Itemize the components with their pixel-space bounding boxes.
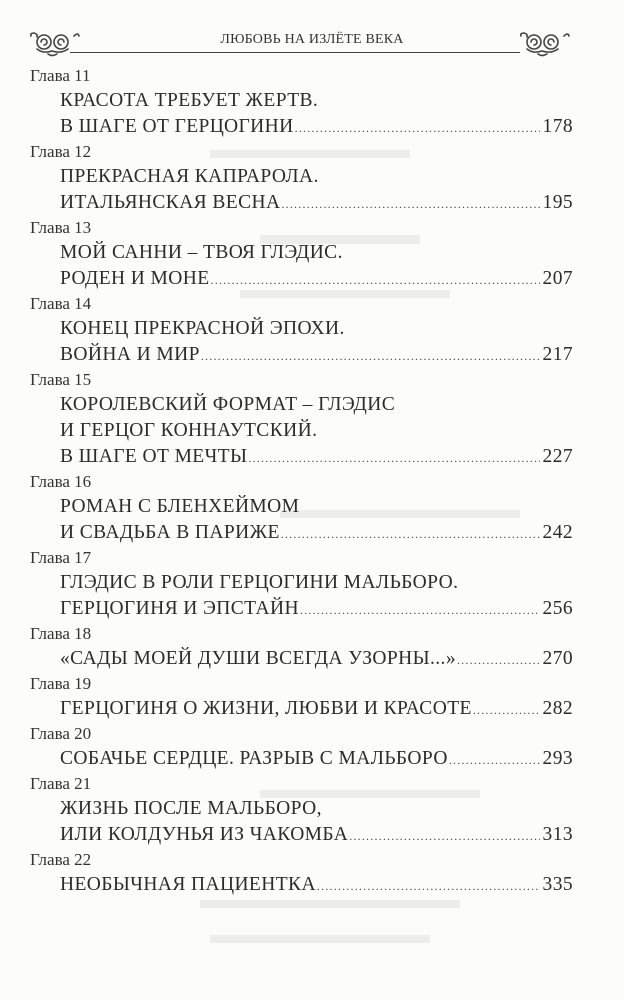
chapter-title-text: РОДЕН И МОНЕ: [60, 268, 210, 289]
table-of-contents: [0, 64, 624, 898]
toc-entry-chapter-19[interactable]: [0, 672, 624, 722]
toc-entry-chapter-12[interactable]: [0, 140, 624, 216]
chapter-title-line: [0, 444, 624, 470]
chapter-title-line: И ГЕРЦОГ КОННАУТСКИЙ.: [60, 420, 318, 441]
toc-entry-chapter-14[interactable]: [0, 292, 624, 368]
dot-leader: [295, 115, 540, 141]
toc-entry-chapter-17[interactable]: [0, 546, 624, 622]
chapter-title-line: [0, 596, 624, 622]
chapter-title-line: КОРОЛЕВСКИЙ ФОРМАТ – ГЛЭДИС: [60, 394, 396, 415]
chapter-title-text: ИТАЛЬЯНСКАЯ ВЕСНА: [60, 192, 281, 213]
dot-leader: [457, 647, 540, 673]
chapter-label: Глава 18: [30, 624, 92, 643]
chapter-label: Глава 16: [30, 472, 92, 491]
chapter-label: Глава 14: [30, 294, 92, 313]
chapter-title-text: В ШАГЕ ОТ ГЕРЦОГИНИ: [60, 116, 294, 137]
dot-leader: [281, 521, 540, 547]
chapter-label: Глава 20: [30, 724, 92, 743]
page-number: 313: [542, 824, 573, 845]
dot-leader: [317, 873, 540, 899]
page-number: 282: [542, 698, 573, 719]
chapter-title-text: ГЕРЦОГИНЯ О ЖИЗНИ, ЛЮБВИ И КРАСОТЕ: [60, 698, 472, 719]
toc-entry-chapter-18[interactable]: [0, 622, 624, 672]
chapter-title-line: [0, 190, 624, 216]
dot-leader: [300, 597, 540, 623]
dot-leader: [248, 445, 539, 471]
chapter-title-text: ИЛИ КОЛДУНЬЯ ИЗ ЧАКОМБА: [60, 824, 349, 845]
running-header: [0, 0, 624, 60]
toc-entry-chapter-22[interactable]: [0, 848, 624, 898]
toc-entry-chapter-13[interactable]: [0, 216, 624, 292]
chapter-title-line: РОМАН С БЛЕНХЕЙМОМ: [60, 496, 300, 517]
dot-leader: [201, 343, 540, 369]
toc-entry-chapter-15[interactable]: [0, 368, 624, 470]
chapter-title-text: И СВАДЬБА В ПАРИЖЕ: [60, 522, 280, 543]
chapter-title-line: [0, 872, 624, 898]
page-number: 195: [542, 192, 573, 213]
chapter-title-line: [0, 114, 624, 140]
chapter-label: Глава 15: [30, 370, 92, 389]
toc-entry-chapter-11[interactable]: [0, 64, 624, 140]
chapter-title-line: МОЙ САННИ – ТВОЯ ГЛЭДИС.: [60, 242, 343, 263]
chapter-title-text: СОБАЧЬЕ СЕРДЦЕ. РАЗРЫВ С МАЛЬБОРО: [60, 748, 448, 769]
chapter-title-text: В ШАГЕ ОТ МЕЧТЫ: [60, 446, 248, 467]
chapter-label: Глава 12: [30, 142, 92, 161]
page-number: 293: [542, 748, 573, 769]
chapter-title-line: [0, 746, 624, 772]
chapter-title-line: [0, 646, 624, 672]
dot-leader: [473, 697, 540, 723]
page-number: 242: [542, 522, 573, 543]
chapter-title-line: КОНЕЦ ПРЕКРАСНОЙ ЭПОХИ.: [60, 318, 345, 339]
toc-entry-chapter-20[interactable]: [0, 722, 624, 772]
dot-leader: [281, 191, 539, 217]
toc-entry-chapter-16[interactable]: [0, 470, 624, 546]
chapter-title-text: НЕОБЫЧНАЯ ПАЦИЕНТКА: [60, 874, 316, 895]
chapter-title-line: ГЛЭДИС В РОЛИ ГЕРЦОГИНИ МАЛЬБОРО.: [60, 572, 459, 593]
chapter-title-line: ЖИЗНЬ ПОСЛЕ МАЛЬБОРО,: [60, 798, 322, 819]
chapter-label: Глава 13: [30, 218, 92, 237]
running-header-title: ЛЮБОВЬ НА ИЗЛЁТЕ ВЕКА: [220, 32, 404, 47]
page-number: 270: [542, 648, 573, 669]
page-number: 335: [542, 874, 573, 895]
dot-leader: [449, 747, 540, 773]
chapter-title-line: КРАСОТА ТРЕБУЕТ ЖЕРТВ.: [60, 90, 319, 111]
page-number: 207: [542, 268, 573, 289]
chapter-title-line: [0, 520, 624, 546]
chapter-title-line: [0, 822, 624, 848]
page-number: 227: [542, 446, 573, 467]
chapter-label: Глава 19: [30, 674, 92, 693]
page-number: 217: [542, 344, 573, 365]
chapter-label: Глава 21: [30, 774, 92, 793]
chapter-label: Глава 11: [30, 66, 91, 85]
header-rule: [70, 52, 520, 53]
chapter-title-text: ГЕРЦОГИНЯ И ЭПСТАЙН: [60, 598, 299, 619]
page-number: 178: [542, 116, 573, 137]
page-number: 256: [542, 598, 573, 619]
chapter-title-text: ВОЙНА И МИР: [60, 344, 200, 365]
dot-leader: [349, 823, 539, 849]
toc-entry-chapter-21[interactable]: [0, 772, 624, 848]
chapter-label: Глава 17: [30, 548, 92, 567]
chapter-title-line: [0, 696, 624, 722]
chapter-title-line: ПРЕКРАСНАЯ КАПРАРОЛА.: [60, 166, 319, 187]
chapter-title-line: [0, 342, 624, 368]
scroll-ornament-icon: [518, 30, 570, 58]
dot-leader: [211, 267, 540, 293]
chapter-title-text: «САДЫ МОЕЙ ДУШИ ВСЕГДА УЗОРНЫ...»: [60, 648, 456, 669]
chapter-title-line: [0, 266, 624, 292]
chapter-label: Глава 22: [30, 850, 92, 869]
